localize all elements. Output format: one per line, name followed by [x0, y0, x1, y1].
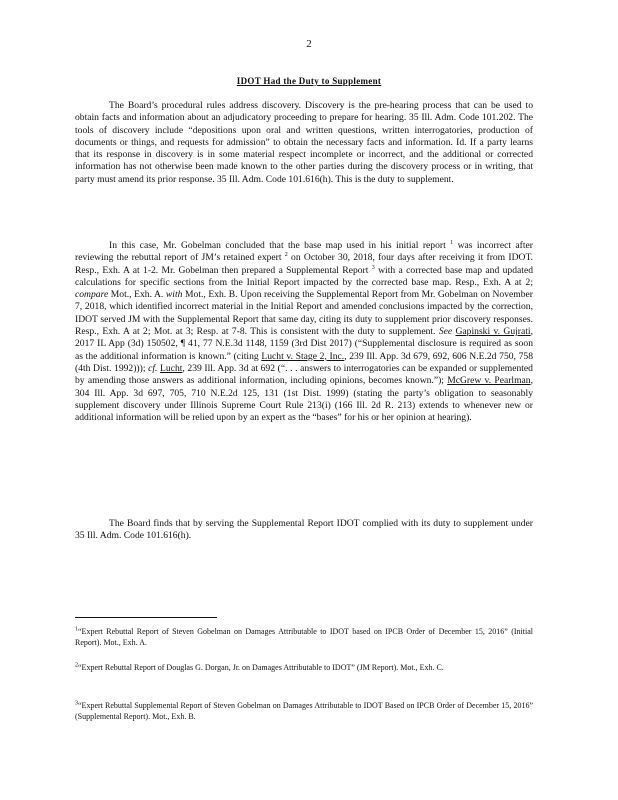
paragraph-2-text: , 304 Ill. App. 3d 697, 705, 710 N.E.2d 125, 131 (1st Dist. 1999) (stating the party’s obligation to seasonably supplement discovery under Illinois Supreme Court Rule 213(i) (166 Ill. 2d R. 213) extends to whenever new or additional information will be relied upon by an expert as the “bases” for his or her opinion at hearing).	[75, 375, 533, 424]
footnote-text: “Expert Rebuttal Supplemental Report of Steven Gobelman on Damages Attributable to IDOT Based on IPCB Order of December 15, 2016” (Supplemental Report). Mot., Exh. B.	[75, 701, 533, 721]
paragraph-1	[75, 100, 533, 186]
signal-with: with	[165, 289, 183, 301]
footnote-number: 2	[75, 662, 78, 669]
footnote-1	[75, 626, 533, 648]
paragraph-2-text: Mot., Exh. A.	[110, 289, 164, 301]
footnote-ref-2: 2	[284, 252, 288, 259]
paragraph-2-text: with a corrected base map and updated calculations for specific sections from the Initial Report impacted by the corrected base map. Resp., Exh. A at 2;	[75, 264, 533, 288]
page-number: 2	[306, 38, 312, 50]
footnote-3	[75, 700, 533, 722]
footnote-number: 1	[75, 626, 78, 633]
case-citation-mcgrew: McGrew v. Pearlman	[447, 375, 531, 387]
paragraph-1-text: The Board’s procedural rules address discovery. Discovery is the pre-hearing process that can be used to obtain facts and information about an adjudicatory proceeding to prepare for hearing. 35 Ill. Adm. Code 101.202. The tools of discovery include “depositions upon oral and written questions, written interrogatories, production of documents or things, and requests for admission” to obtain the necessary facts and information. Id. If a party learns that its response in discovery is in some material respect incomplete or incorrect, and the additional or corrected information has not otherwise been made known to the other parties during the discovery process or in writing, that party must amend its prior response. 35 Ill. Adm. Code 101.616(h). This is the duty to supplement.	[75, 100, 533, 185]
signal-compare: compare	[75, 289, 109, 301]
paragraph-2-text: Mot., Exh. B. Upon receiving the Supplemental Report from Mr. Gobelman on November 7, 2018, which identified incorrect material in the Initial Report and amended conclusions impacted by the correction, IDOT served JM with the Supplemental Report that same day, citing its duty to supplement prior discovery responses. Resp., Exh. A at 2; Mot. at 3; Resp. at 7-8. This is consistent with the duty to supplement.	[75, 289, 533, 338]
paragraph-2-text: In this case, Mr. Gobelman concluded that the base map used in his initial report	[109, 240, 446, 251]
section-heading	[0, 76, 618, 86]
paragraph-3-text: The Board finds that by serving the Supplemental Report IDOT complied with its duty to supplement under 35 Ill. Adm. Code 101.616(h).	[75, 518, 533, 542]
case-citation-lucht: Lucht v. Stage 2, Inc.	[261, 350, 345, 362]
footnote-text: “Expert Rebuttal Report of Douglas G. Dorgan, Jr. on Damages Attributable to IDOT” (JM Report). Mot., Exh. C.	[78, 663, 444, 672]
paragraph-2-text: , 2017 IL App (3d) 150502, ¶ 41, 77 N.E.3d 1148, 1159 (3rd Dist 2017) (“Supplemental disclosure is required as soon as the additional information is known.” (citing	[75, 326, 533, 362]
paragraph-2-text: , 239 Ill. App. 3d 679, 692, 606 N.E.2d 750, 758 (4th Dist. 1992)));	[75, 350, 534, 374]
signal-see: See	[438, 326, 453, 338]
footnote-2	[75, 662, 533, 673]
paragraph-3	[75, 518, 533, 543]
paragraph-2-text: on October 30, 2018, four days after receiving it from IDOT. Resp., Exh. A at 1-2. Mr. Gobelman then prepared a Supplemental Report	[75, 252, 533, 276]
footnote-ref-3: 3	[371, 264, 375, 271]
signal-cf: cf.	[148, 362, 158, 374]
paragraph-2-text: was incorrect after reviewing the rebuttal report of JM’s retained expert	[75, 240, 533, 264]
footnote-divider	[75, 617, 217, 618]
case-citation-gapinski: Gapinski v. Gujrati	[455, 326, 531, 338]
case-citation-lucht-short: Lucht	[160, 362, 183, 374]
footnote-text: “Expert Rebuttal Report of Steven Gobelman on Damages Attributable to IDOT based on IPCB Order of December 15, 2016” (Initial Report). Mot., Exh. A.	[75, 627, 533, 647]
footnote-ref-1: 1	[450, 239, 454, 246]
paragraph-2-text: , 239 Ill. App. 3d at 692 (“. . . answers to interrogatories can be expanded or supplemented by amending those answers as additional information, including opinions, becomes known.”);	[75, 362, 533, 387]
paragraph-2	[75, 240, 533, 424]
section-heading-text: IDOT Had the Duty to Supplement	[236, 76, 382, 86]
footnote-number: 3	[75, 700, 78, 707]
